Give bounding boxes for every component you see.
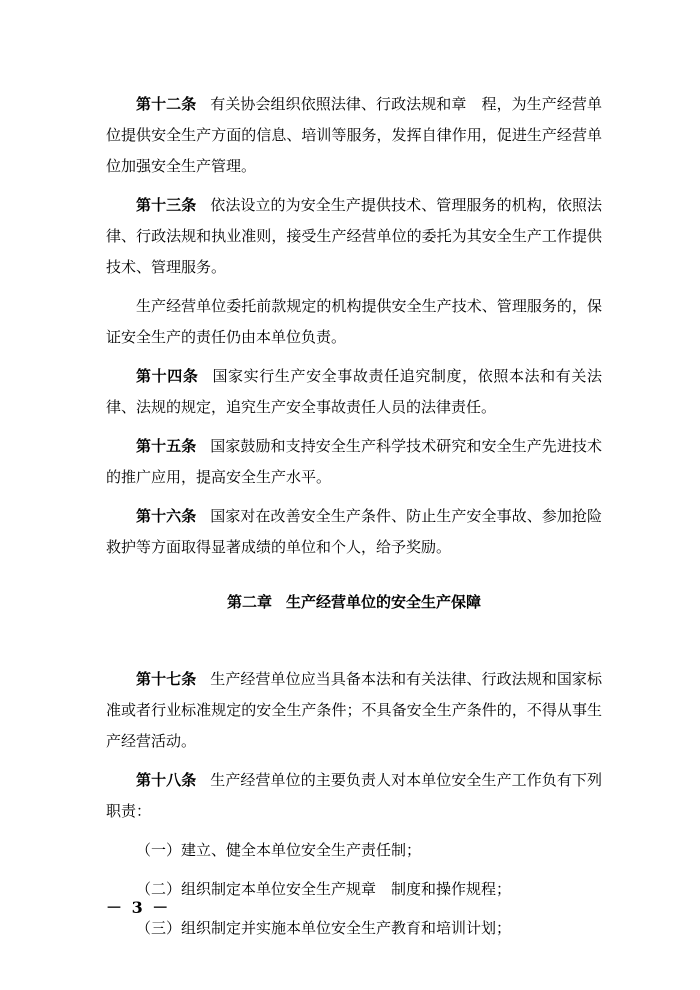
- article-paragraph: [106, 291, 602, 353]
- chapter-title: 生产经营单位的安全生产保障: [286, 593, 482, 611]
- article-number: 第十七条: [136, 670, 197, 688]
- list-item: （二）组织制定本单位安全生产规章 制度和操作规程；: [136, 880, 512, 898]
- article-paragraph: [106, 361, 602, 423]
- article-number: 第十八条: [136, 771, 197, 789]
- article-text: 国家鼓励和支持安全生产科学技术研究和安全生产先进技术的推广应用，提高安全生产水平。: [106, 437, 602, 486]
- article-text: 生产经营单位委托前款规定的机构提供安全生产技术、管理服务的，保证安全生产的责任仍由本单位负责。: [106, 297, 602, 346]
- list-item: （三）组织制定并实施本单位安全生产教育和培训计划；: [136, 919, 512, 937]
- article-paragraph: [106, 431, 602, 493]
- chapter-number: 第二章: [226, 593, 272, 611]
- article-number: 第十五条: [136, 437, 197, 455]
- article-text: 生产经营单位应当具备本法和有关法律、行政法规和国家标准或者行业标准规定的安全生产条件；不具备安全生产条件的，不得从事生产经营活动。: [106, 670, 602, 750]
- article-paragraph: [106, 89, 602, 182]
- article-text: 生产经营单位的主要负责人对本单位安全生产工作负有下列职责：: [106, 771, 602, 820]
- document-body: [106, 89, 602, 952]
- article-number: 第十四条: [136, 367, 199, 385]
- article-paragraph: [106, 190, 602, 283]
- article-text: 国家实行生产安全事故责任追究制度，依照本法和有关法律、法规的规定，追究生产安全事故责任人员的法律责任。: [106, 367, 602, 416]
- article-number: 第十六条: [136, 507, 197, 525]
- chapter-heading: [106, 587, 602, 618]
- article-paragraph: [106, 501, 602, 563]
- article-text: 国家对在改善安全生产条件、防止生产安全事故、参加抢险救护等方面取得显著成绩的单位和个人，给予奖励。: [106, 507, 602, 556]
- article-number: 第十二条: [136, 95, 197, 113]
- article-paragraph: [106, 765, 602, 827]
- page-number: － 3 －: [106, 898, 171, 917]
- article-text: 有关协会组织依照法律、行政法规和章 程，为生产经营单位提供安全生产方面的信息、培训等服务，发挥自律作用，促进生产经营单位加强安全生产管理。: [106, 95, 602, 175]
- article-paragraph: [106, 664, 602, 757]
- list-item: （一）建立、健全本单位安全生产责任制；: [136, 841, 422, 859]
- article-text: 依法设立的为安全生产提供技术、管理服务的机构，依照法律、行政法规和执业准则，接受生产经营单位的委托为其安全生产工作提供技术、管理服务。: [106, 196, 602, 276]
- article-number: 第十三条: [136, 196, 197, 214]
